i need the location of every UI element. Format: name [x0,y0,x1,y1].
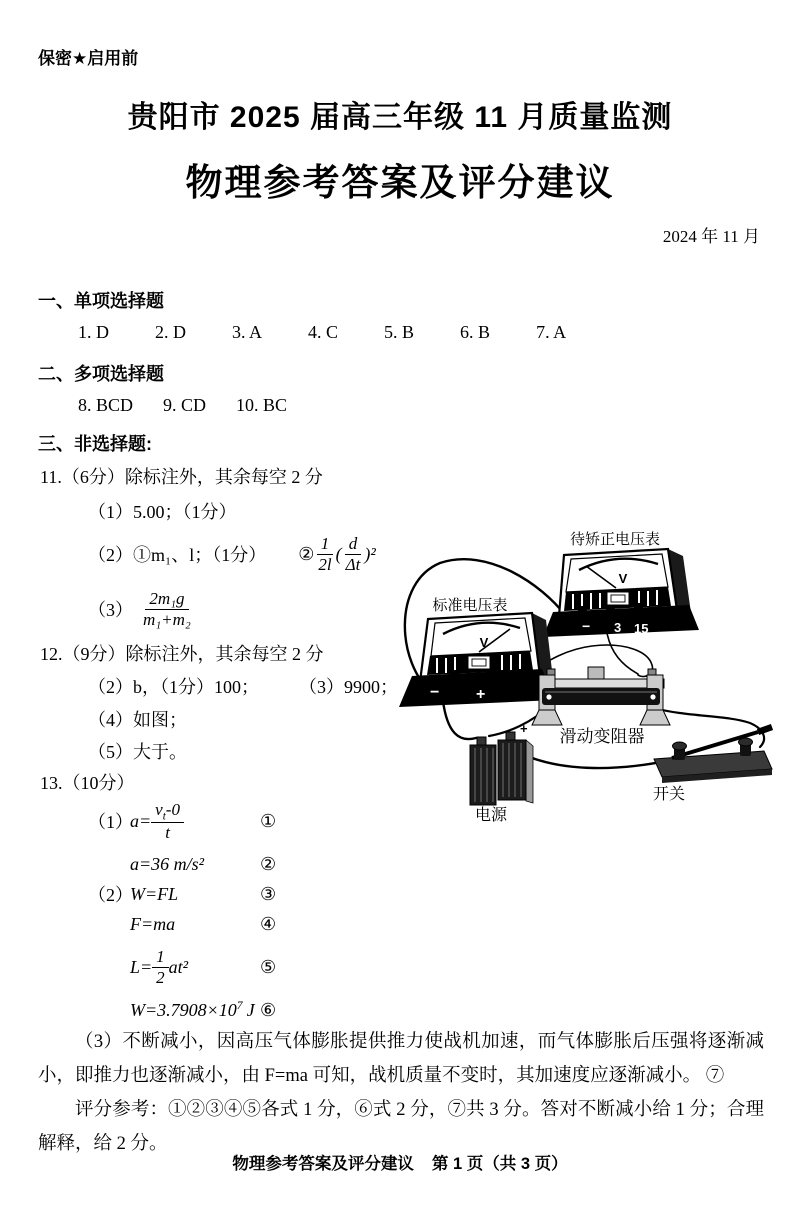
switch-label: 开关 [652,786,686,803]
terminal-3-label: 3 [614,620,622,635]
q12-title: 12.（9分）除标注外，其余每空 2 分 [40,644,324,664]
answer-item: 9. CD [163,395,207,415]
wire [607,633,638,674]
wire [520,753,676,768]
answer-item: 2. D [155,322,186,342]
switch [653,727,772,803]
section-heading-single-choice: 一、单项选择题 [38,291,164,311]
voltmeter-symbol: V [479,635,489,650]
rheostat-coil [542,688,660,705]
equation-4: F=ma ④ [130,913,277,934]
section-heading-free-response: 三、非选择题: [38,434,152,454]
answer-item: 5. B [384,322,415,342]
equation-6: $W=3.7908\times 10^7$ J ⑥ [130,999,277,1020]
footer-title: 物理参考答案及评分建议 [232,1155,414,1173]
footer-page-number: 第 1 页（共 3 页） [431,1155,568,1173]
answer-item: 7. A [536,322,567,342]
section-heading-multi-choice: 二、多项选择题 [38,364,164,384]
standard-voltmeter [399,596,555,707]
q11-part1: （1）5.00；（1分） [88,502,237,522]
q12-part2: （2）b，（1分）100； [88,677,259,697]
answer-item: 6. B [460,322,491,342]
equation-5: L= $\frac{1}{2}$ at² ⑤ [130,947,277,987]
battery-plus-label: + [520,721,528,736]
equation-tag: ④ [260,913,277,934]
q13-title: 13.（10分） [40,773,135,793]
q11-part3-label: （3） [88,600,133,620]
battery [470,721,533,824]
calibrated-voltmeter-label: 待矫正电压表 [569,531,661,548]
terminal-minus-label: − [430,684,440,701]
q11-part2-text: （2）①m₁、l；（1分） [88,545,267,565]
confidential-label: 保密★启用前 [38,49,139,68]
q11-part2 [88,528,376,580]
q11-part3-fraction: $\frac{\text{2m₁g}}{\text{m₁+m₂}}$ [143,589,191,629]
answer-item: 4. C [308,322,339,342]
page-title: 物理参考答案及评分建议 [185,162,615,203]
q13-equations [88,793,348,1025]
circuit-diagram [392,503,792,833]
rheostat-foot [532,710,562,725]
calibrated-voltmeter [543,530,699,637]
rheostat-slider [588,667,604,680]
standard-voltmeter-label: 标准电压表 [432,597,508,614]
q12-part3: （3）9900； [299,677,398,697]
terminal-dot [546,694,551,699]
answer-item: 1. D [78,322,109,342]
exam-title: 贵阳市 2025 届高三年级 11 月质量监测 [127,101,673,134]
equation-1: （1） a= $\frac{v_t-0}{t}$ ① [88,799,277,843]
answer-item: 10. BC [236,395,288,415]
single-choice-answers [78,322,566,343]
multi-choice-answers [78,395,287,416]
equation-tag: ① [260,810,277,831]
q12-part4: （4）如图； [88,710,187,730]
equation-3: （2） W=FL ③ [88,883,277,905]
page-footer [0,1150,800,1174]
q12-part5: （5）大于。 [88,742,187,762]
meter-window [607,592,629,605]
q12-part2-3 [88,673,398,699]
equation-tag: ② [260,853,277,874]
q11-part2-formula: ② $\frac{1}{2l}$ ( $\frac{d}{\Delta t}$ )² [298,534,376,574]
q13-explanation [38,1025,764,1161]
equation-tag: ⑥ [260,999,277,1020]
terminal-plus-label: + [476,686,486,703]
equation-2: a=36 m/s² ② [130,853,277,874]
answer-item: 8. BCD [78,395,134,415]
terminal-dot [650,694,655,699]
terminal-15-label: 15 [634,621,649,636]
rheostat-track-bar [539,679,664,688]
equation-tag: ⑤ [260,956,277,977]
q13-grading-paragraph: 评分参考：①②③④⑤各式 1 分，⑥式 2 分，⑦共 3 分。答对不断减小给 1 分；合理解释，给 2 分。 [38,1100,764,1155]
wire [443,701,476,739]
exam-date: 2024 年 11 月 [662,227,760,246]
q11-title: 11.（6分）除标注外，其余每空 2 分 [40,467,323,487]
equation-tag: ③ [260,883,277,904]
answer-item: 3. A [232,322,263,342]
battery-cell [470,745,496,805]
rheostat-foot [640,710,670,725]
battery-label: 电源 [474,807,508,824]
q13-part3-paragraph: （3）不断减小，因高压气体膨胀提供推力使战机加速，而气体膨胀后压强将逐渐减小，即推力也逐渐减小，由 F=ma 可知，战机质量不变时，其加速度应逐渐减小。 ⑦ [38,1032,764,1087]
voltmeter-symbol: V [618,571,628,586]
battery-cell [498,740,526,800]
q11-part3 [88,582,195,636]
circled-2: ② [298,543,315,564]
rheostat [532,667,670,746]
switch-handle [758,727,772,732]
meter-window [468,656,490,669]
rheostat-label: 滑动变阻器 [559,727,645,746]
terminal-minus-label: − [582,618,591,634]
